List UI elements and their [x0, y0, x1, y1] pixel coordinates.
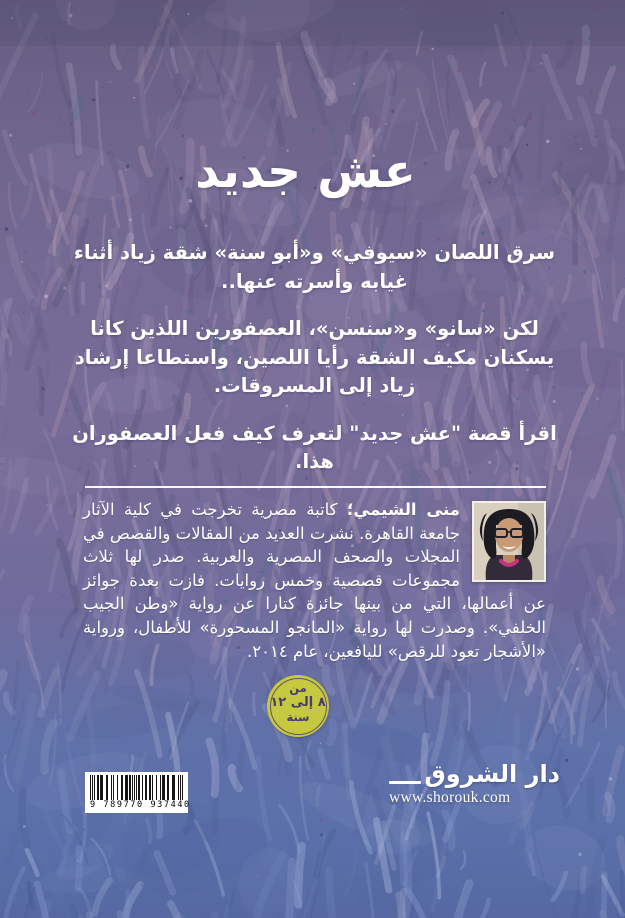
blurb-paragraph-2: لكن «سانو» و«سنسن»، العصفورين اللذين كانا يسكنان مكيف الشقة رأيا اللصين، واستطاعا إرشاد زياد إلى المسروقات.: [74, 317, 555, 397]
author-photo: [472, 501, 546, 582]
publisher-logo-tail: [389, 781, 421, 785]
barcode-number: 9 789770 937440: [90, 800, 191, 810]
author-bio-section: [83, 498, 546, 663]
blurb-paragraph-1: سرق اللصان «سيوفي» و«أبو سنة» شقة زياد أثناء غيابه وأسرته عنها..: [73, 241, 556, 293]
barcode-bars: [90, 775, 183, 800]
age-range-badge: [267, 675, 329, 737]
publisher-block: [389, 760, 560, 807]
badge-line-range: ٨ إلى ١٢: [270, 695, 326, 710]
isbn-barcode: [85, 772, 191, 813]
blurb-paragraph-3: اقرأ قصة "عش جديد" لتعرف كيف فعل العصفوران هذا.: [72, 421, 557, 473]
author-name: منى الشيمي؛: [346, 500, 460, 519]
publisher-name: دار الشروق: [424, 760, 560, 788]
author-bio-text: كاتبة مصرية تخرجت في كلية الآثار جامعة القاهرة. نشرت العديد من المقالات والقصص في المجلات والصحف المصرية والعربية. صدر لها ثلاث مجموعات قصصية وخمس روايات. فازت بعدة جوائز عن أعمالها، التي من بينها جائزة كتارا عن رواية «وطن الجيب الخلفي». وصدرت لها رواية «المانجو المسحورة» للأطفال، ورواية «الأشجار تعود للرقص» لليافعين، عام ٢٠١٤.: [83, 500, 546, 661]
publisher-website: www.shorouk.com: [389, 789, 511, 806]
back-cover-blurb: [66, 239, 563, 496]
book-title: عش جديد: [195, 144, 416, 199]
badge-inner-ring: [270, 678, 327, 735]
badge-line-years: سنة: [286, 710, 310, 724]
publisher-logo: [389, 760, 560, 788]
divider-line: [85, 486, 546, 488]
author-portrait-drawing: [474, 503, 544, 580]
badge-line-from: من: [289, 681, 307, 695]
